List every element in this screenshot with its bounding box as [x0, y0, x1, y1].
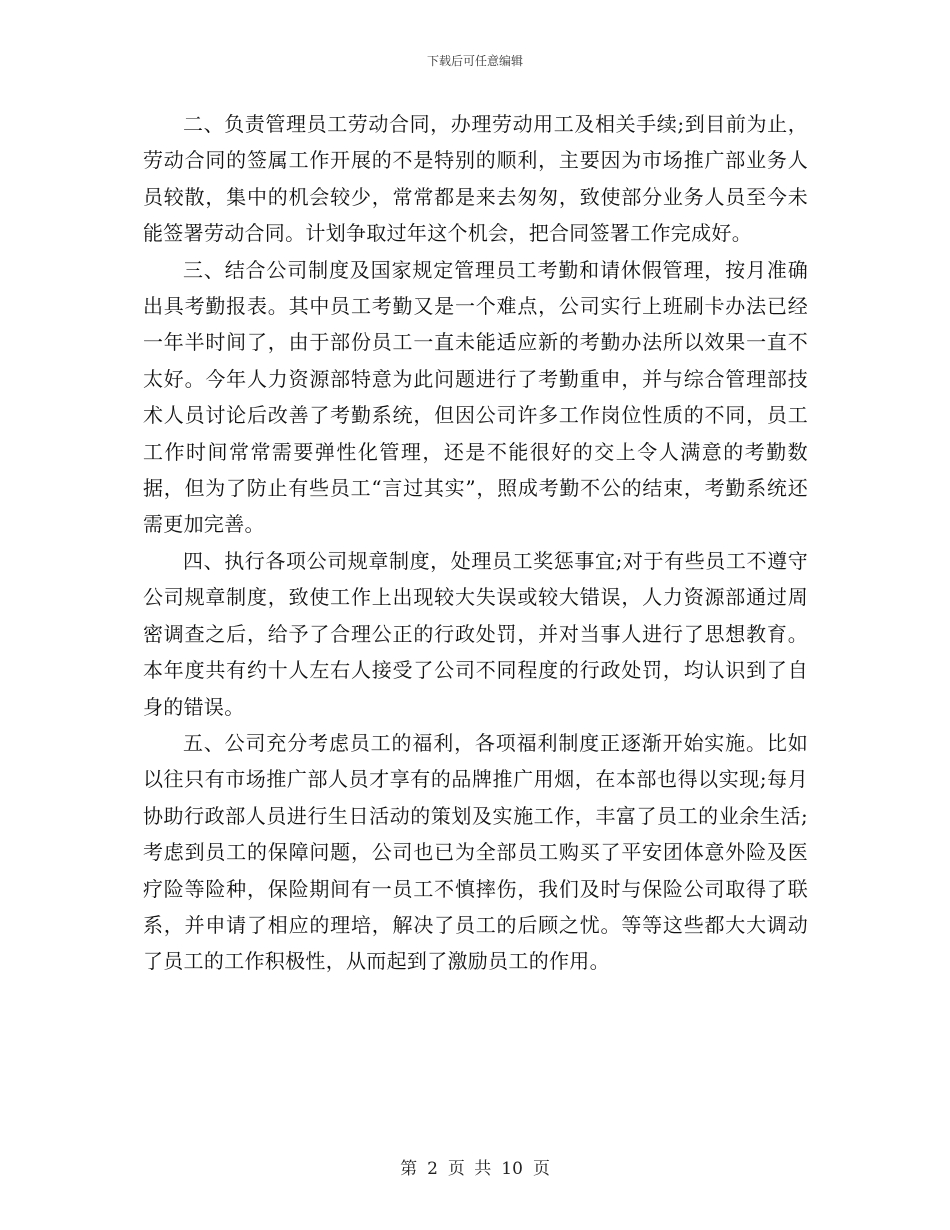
- page-footer: [0, 1154, 950, 1179]
- page-header-note: 下载后可任意编辑: [426, 54, 523, 68]
- footer-suffix: 页: [532, 1159, 550, 1179]
- paragraph-contract-management: 二、负责管理员工劳动合同，办理劳动用工及相关手续;到目前为止，劳动合同的签属工作开展的不是特别的顺利，主要因为市场推广部业务人员较散，集中的机会较少，常常都是来去匆匆，致使部分业务人员至今未能签署劳动合同。计划争取过年这个机会，把合同签署工作完成好。: [143, 112, 808, 246]
- footer-total-pages: 10: [501, 1159, 523, 1179]
- footer-current-page: 2: [427, 1159, 438, 1179]
- document-body: [143, 106, 808, 980]
- paragraph-employee-welfare: 五、公司充分考虑员工的福利，各项福利制度正逐渐开始实施。比如以往只有市场推广部人员才享有的品牌推广用烟，在本部也得以实现;每月协助行政部人员进行生日活动的策划及实施工作，丰富了员工的业余生活;考虑到员工的保障问题，公司也已为全部员工购买了平安团体意外险及医疗险等险种，保险期间有一员工不慎摔伤，我们及时与保险公司取得了联系，并申请了相应的理培，解决了员工的后顾之忧。等等这些都大大调动了员工的工作积极性，从而起到了激励员工的作用。: [143, 730, 808, 974]
- footer-prefix: 第: [400, 1159, 418, 1179]
- footer-middle: 页 共: [447, 1159, 492, 1179]
- paragraph-attendance-management: 三、结合公司制度及国家规定管理员工考勤和请休假管理，按月准确出具考勤报表。其中员工考勤又是一个难点，公司实行上班刷卡办法已经一年半时间了，由于部份员工一直未能适应新的考勤办法所以效果一直不太好。今年人力资源部特意为此问题进行了考勤重申，并与综合管理部技术人员讨论后改善了考勤系统，但因公司许多工作岗位性质的不同，员工工作时间常常需要弹性化管理，还是不能很好的交上令人满意的考勤数据，但为了防止有些员工“言过其实”，照成考勤不公的结束，考勤系统还需更加完善。: [143, 257, 808, 537]
- paragraph-rules-discipline: 四、执行各项公司规章制度，处理员工奖惩事宜;对于有些员工不遵守公司规章制度，致使工作上出现较大失误或较大错误，人力资源部通过周密调查之后，给予了合理公正的行政处罚，并对当事人进行了思想教育。本年度共有约十人左右人接受了公司不同程度的行政处罚，均认识到了自身的错误。: [143, 548, 808, 719]
